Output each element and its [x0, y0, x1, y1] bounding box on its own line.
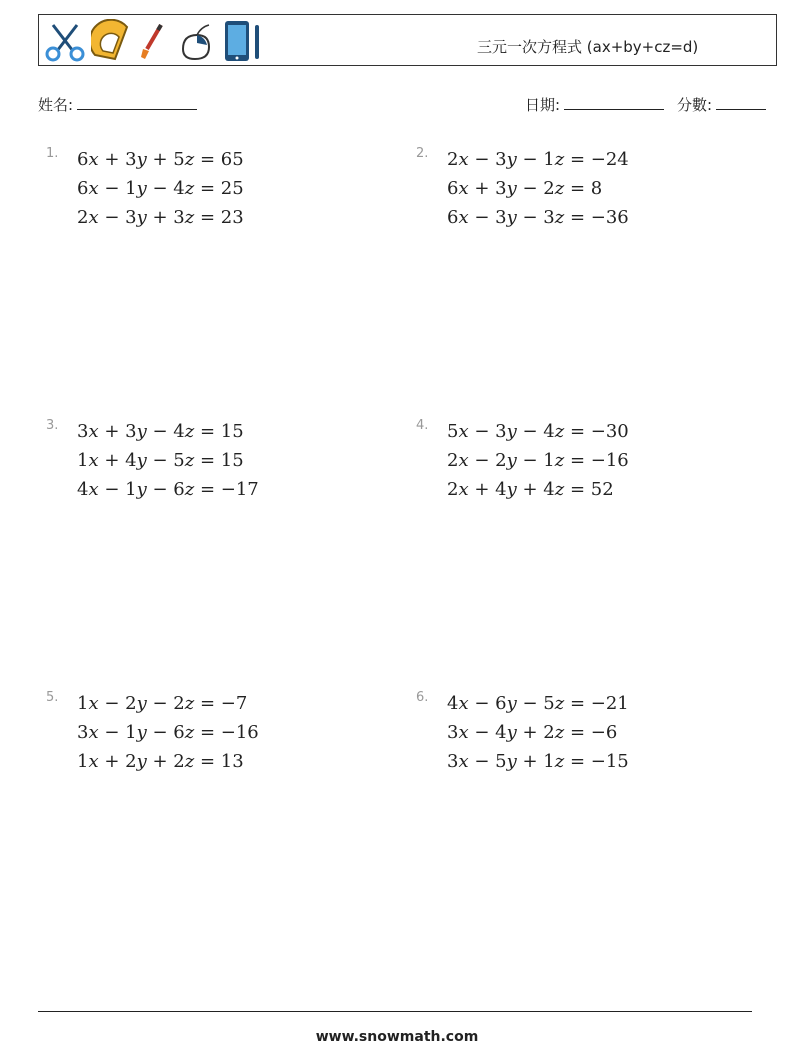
tablet-icon — [221, 19, 265, 63]
equals-sign: = — [564, 751, 591, 772]
coefficient: 2 — [173, 693, 185, 714]
operator: − — [146, 178, 174, 199]
variable-x: x — [88, 479, 99, 500]
coefficient: 6 — [77, 178, 89, 199]
operator: + — [468, 479, 496, 500]
coefficient: 4 — [173, 421, 185, 442]
coefficient: 2 — [125, 693, 137, 714]
coefficient: 6 — [447, 207, 459, 228]
variable-y: y — [136, 149, 147, 170]
operator: + — [98, 149, 126, 170]
coefficient: 1 — [125, 479, 137, 500]
constant: 52 — [590, 479, 614, 500]
operator: − — [98, 722, 126, 743]
problem-number: 4. — [416, 418, 429, 433]
coefficient: 1 — [77, 450, 89, 471]
operator: − — [516, 178, 544, 199]
variable-y: y — [136, 421, 147, 442]
operator: + — [516, 751, 544, 772]
coefficient: 2 — [173, 751, 185, 772]
variable-y: y — [506, 751, 517, 772]
protractor-icon — [91, 19, 131, 63]
coefficient: 5 — [495, 751, 507, 772]
operator: − — [468, 450, 496, 471]
variable-y: y — [506, 450, 517, 471]
constant: 15 — [220, 450, 244, 471]
coefficient: 3 — [447, 751, 459, 772]
equation — [447, 693, 629, 714]
coefficient: 6 — [495, 693, 507, 714]
coefficient: 5 — [173, 450, 185, 471]
variable-x: x — [88, 722, 99, 743]
variable-y: y — [136, 722, 147, 743]
coefficient: 2 — [543, 722, 555, 743]
date-field — [525, 94, 664, 115]
variable-y: y — [506, 479, 517, 500]
variable-z: z — [184, 149, 195, 170]
constant: −21 — [590, 693, 629, 714]
variable-x: x — [88, 693, 99, 714]
coefficient: 3 — [125, 207, 137, 228]
date-label: 日期: — [525, 96, 561, 114]
equals-sign: = — [564, 421, 591, 442]
coefficient: 4 — [173, 178, 185, 199]
operator: − — [98, 207, 126, 228]
equation — [447, 450, 629, 471]
equals-sign: = — [564, 722, 591, 743]
equation — [77, 421, 244, 442]
date-blank[interactable] — [564, 95, 664, 110]
equation — [77, 178, 244, 199]
variable-y: y — [506, 722, 517, 743]
variable-y: y — [136, 693, 147, 714]
coefficient: 6 — [77, 149, 89, 170]
constant: −6 — [590, 722, 618, 743]
operator: + — [516, 479, 544, 500]
variable-y: y — [136, 450, 147, 471]
equation — [447, 149, 629, 170]
variable-y: y — [506, 149, 517, 170]
coefficient: 3 — [495, 207, 507, 228]
coefficient: 6 — [173, 722, 185, 743]
variable-y: y — [506, 693, 517, 714]
coefficient: 1 — [543, 751, 555, 772]
variable-x: x — [458, 751, 469, 772]
variable-y: y — [506, 178, 517, 199]
equation — [447, 722, 618, 743]
coefficient: 1 — [543, 149, 555, 170]
variable-y: y — [506, 207, 517, 228]
coefficient: 2 — [543, 178, 555, 199]
variable-x: x — [458, 479, 469, 500]
variable-z: z — [184, 178, 195, 199]
variable-z: z — [184, 751, 195, 772]
variable-z: z — [184, 693, 195, 714]
variable-z: z — [184, 722, 195, 743]
constant: 15 — [220, 421, 244, 442]
variable-x: x — [88, 751, 99, 772]
operator: − — [468, 207, 496, 228]
equation — [447, 178, 603, 199]
equals-sign: = — [194, 207, 221, 228]
coefficient: 2 — [447, 450, 459, 471]
equation — [447, 479, 614, 500]
equation — [77, 722, 259, 743]
variable-z: z — [184, 207, 195, 228]
operator: + — [98, 421, 126, 442]
operator: − — [98, 693, 126, 714]
worksheet-title: 三元一次方程式 (ax+by+cz=d) — [477, 38, 699, 56]
constant: −17 — [220, 479, 259, 500]
score-label: 分數: — [677, 96, 713, 114]
operator: − — [468, 421, 496, 442]
icon-strip — [43, 19, 265, 63]
scissors-icon — [43, 19, 87, 63]
variable-y: y — [136, 479, 147, 500]
problem-number: 2. — [416, 146, 429, 161]
operator: + — [98, 450, 126, 471]
operator: − — [516, 421, 544, 442]
variable-y: y — [136, 207, 147, 228]
coefficient: 3 — [77, 421, 89, 442]
operator: − — [468, 149, 496, 170]
equals-sign: = — [194, 751, 221, 772]
problem-number: 6. — [416, 690, 429, 705]
equation — [447, 751, 629, 772]
constant: −15 — [590, 751, 629, 772]
variable-x: x — [458, 722, 469, 743]
variable-z: z — [554, 479, 565, 500]
coefficient: 4 — [495, 722, 507, 743]
equals-sign: = — [194, 421, 221, 442]
coefficient: 4 — [543, 479, 555, 500]
coefficient: 5 — [173, 149, 185, 170]
operator: − — [516, 207, 544, 228]
coefficient: 3 — [125, 421, 137, 442]
equals-sign: = — [564, 149, 591, 170]
constant: 65 — [220, 149, 244, 170]
coefficient: 4 — [125, 450, 137, 471]
variable-x: x — [458, 149, 469, 170]
name-label: 姓名: — [38, 96, 74, 114]
operator: − — [146, 722, 174, 743]
constant: 8 — [590, 178, 603, 199]
coefficient: 3 — [173, 207, 185, 228]
equals-sign: = — [194, 722, 221, 743]
variable-x: x — [458, 693, 469, 714]
coefficient: 1 — [543, 450, 555, 471]
equals-sign: = — [194, 149, 221, 170]
coefficient: 2 — [77, 207, 89, 228]
variable-x: x — [88, 207, 99, 228]
constant: −16 — [590, 450, 629, 471]
operator: − — [146, 479, 174, 500]
variable-z: z — [554, 149, 565, 170]
operator: − — [146, 450, 174, 471]
equals-sign: = — [194, 479, 221, 500]
variable-z: z — [554, 421, 565, 442]
equals-sign: = — [564, 479, 591, 500]
coefficient: 3 — [543, 207, 555, 228]
variable-z: z — [554, 450, 565, 471]
coefficient: 5 — [543, 693, 555, 714]
coefficient: 2 — [447, 149, 459, 170]
operator: + — [146, 207, 174, 228]
equals-sign: = — [564, 450, 591, 471]
equals-sign: = — [194, 450, 221, 471]
footer-url: www.snowmath.com — [315, 1029, 479, 1045]
equation — [77, 479, 259, 500]
variable-z: z — [554, 751, 565, 772]
variable-z: z — [554, 178, 565, 199]
operator: − — [146, 693, 174, 714]
operator: + — [146, 751, 174, 772]
operator: + — [98, 751, 126, 772]
variable-x: x — [88, 421, 99, 442]
header-box — [38, 14, 777, 66]
operator: − — [468, 693, 496, 714]
operator: − — [98, 479, 126, 500]
name-field — [38, 94, 197, 115]
coefficient: 6 — [173, 479, 185, 500]
operator: − — [146, 421, 174, 442]
variable-x: x — [88, 450, 99, 471]
variable-x: x — [458, 450, 469, 471]
coefficient: 3 — [125, 149, 137, 170]
operator: − — [516, 693, 544, 714]
coefficient: 4 — [447, 693, 459, 714]
coefficient: 1 — [125, 178, 137, 199]
variable-y: y — [136, 751, 147, 772]
equals-sign: = — [564, 693, 591, 714]
coefficient: 3 — [495, 421, 507, 442]
constant: −16 — [220, 722, 259, 743]
equals-sign: = — [194, 693, 221, 714]
constant: −30 — [590, 421, 629, 442]
variable-z: z — [184, 450, 195, 471]
coefficient: 3 — [77, 722, 89, 743]
coefficient: 6 — [447, 178, 459, 199]
score-blank[interactable] — [716, 95, 766, 110]
variable-z: z — [554, 693, 565, 714]
coefficient: 1 — [125, 722, 137, 743]
equation — [77, 693, 248, 714]
coefficient: 4 — [495, 479, 507, 500]
operator: + — [516, 722, 544, 743]
coefficient: 3 — [447, 722, 459, 743]
score-field — [677, 94, 766, 115]
equation — [447, 421, 629, 442]
problem-number: 5. — [46, 690, 59, 705]
equation — [77, 207, 244, 228]
problem-number: 1. — [46, 146, 59, 161]
constant: 13 — [220, 751, 244, 772]
coefficient: 3 — [495, 149, 507, 170]
variable-x: x — [458, 207, 469, 228]
coefficient: 2 — [125, 751, 137, 772]
constant: −24 — [590, 149, 629, 170]
coefficient: 2 — [495, 450, 507, 471]
constant: 23 — [220, 207, 244, 228]
operator: − — [516, 149, 544, 170]
operator: − — [468, 751, 496, 772]
coefficient: 4 — [77, 479, 89, 500]
equation — [447, 207, 629, 228]
operator: + — [468, 178, 496, 199]
variable-y: y — [506, 421, 517, 442]
operator: − — [98, 178, 126, 199]
variable-x: x — [458, 421, 469, 442]
operator: − — [516, 450, 544, 471]
coefficient: 1 — [77, 693, 89, 714]
footer-divider — [38, 1011, 752, 1012]
coefficient: 2 — [447, 479, 459, 500]
constant: −7 — [220, 693, 248, 714]
constant: 25 — [220, 178, 244, 199]
coefficient: 1 — [77, 751, 89, 772]
coefficient: 3 — [495, 178, 507, 199]
variable-z: z — [554, 207, 565, 228]
paintbrush-icon — [135, 19, 171, 63]
computer-mouse-icon — [175, 19, 217, 63]
variable-z: z — [554, 722, 565, 743]
equals-sign: = — [564, 178, 591, 199]
variable-z: z — [184, 479, 195, 500]
coefficient: 4 — [543, 421, 555, 442]
equals-sign: = — [564, 207, 591, 228]
equation — [77, 450, 244, 471]
variable-x: x — [88, 149, 99, 170]
operator: + — [146, 149, 174, 170]
name-blank[interactable] — [77, 95, 197, 110]
constant: −36 — [590, 207, 629, 228]
problem-number: 3. — [46, 418, 59, 433]
variable-y: y — [136, 178, 147, 199]
equals-sign: = — [194, 178, 221, 199]
coefficient: 5 — [447, 421, 459, 442]
equation — [77, 751, 244, 772]
equation — [77, 149, 244, 170]
variable-z: z — [184, 421, 195, 442]
variable-x: x — [458, 178, 469, 199]
variable-x: x — [88, 178, 99, 199]
operator: − — [468, 722, 496, 743]
